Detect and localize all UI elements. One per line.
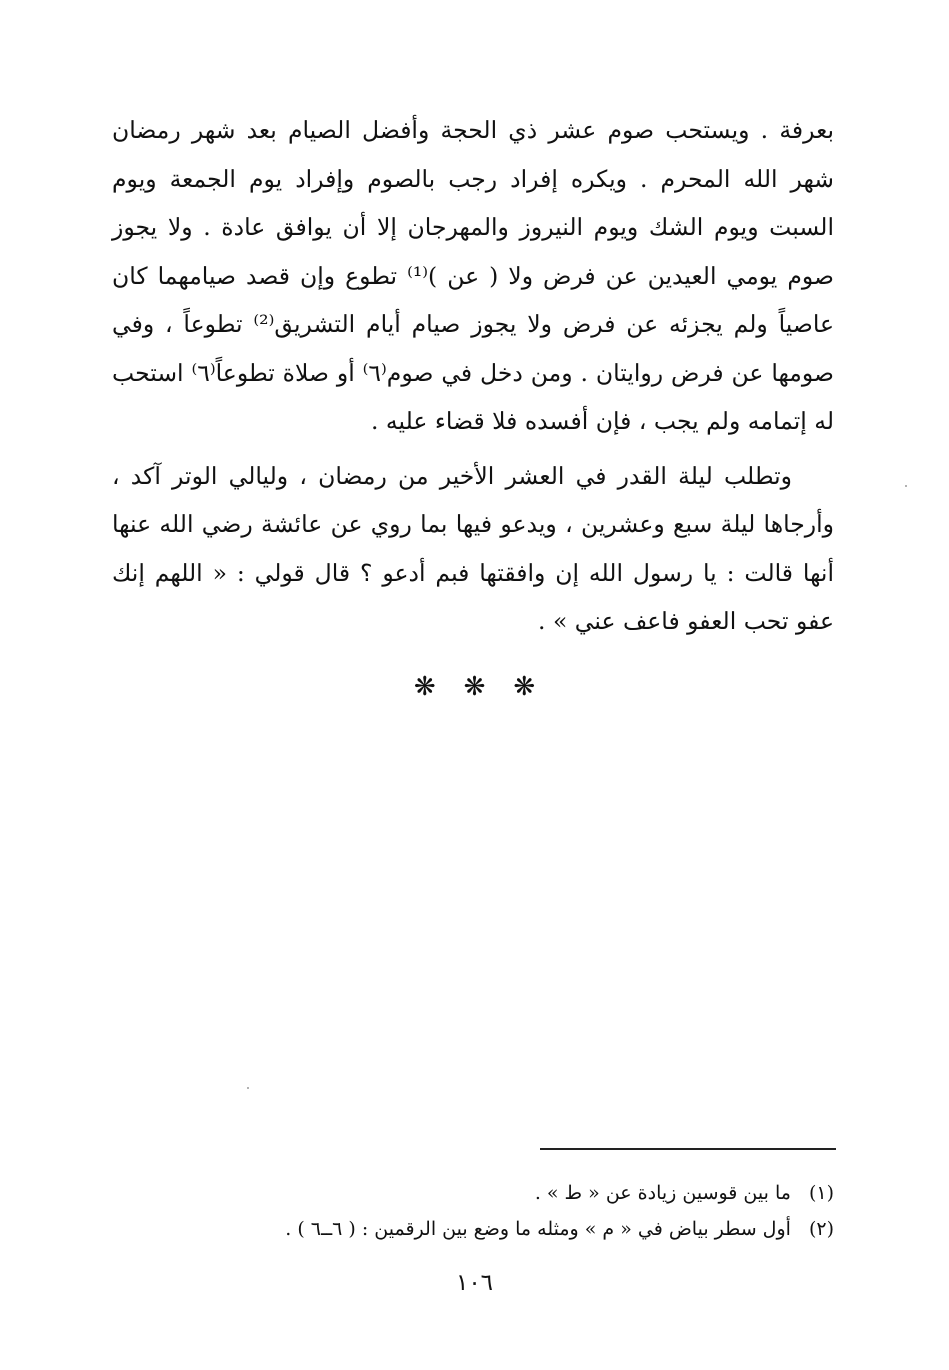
footnote-2 (200, 1211, 834, 1247)
footnote-1 (200, 1175, 834, 1211)
footnote-1-number: (١) (808, 1182, 834, 1204)
main-text-block (112, 106, 834, 646)
scan-speck (905, 485, 907, 487)
scan-speck (247, 1087, 249, 1089)
paragraph-2: وتطلب ليلة القدر في العشر الأخير من رمضان ، وليالي الوتر آكد ، وأرجاها ليلة سبع وعشرين ، ويدعو فيها بما روي عن عائشة رضي الله عنها أنها قالت : يا رسول الله إن وافقتها فبم أدعو ؟ قال قولي : « اللهم إنك عفو تحب العفو فاعف عني » . (112, 461, 834, 635)
footnotes (200, 1175, 834, 1247)
paragraph-1: بعرفة . ويستحب صوم عشر ذي الحجة وأفضل الصيام بعد شهر رمضان شهر الله المحرم . ويكره إفراد رجب بالصوم وإفراد يوم الجمعة ويوم السبت ويوم الشك ويوم النيروز والمهرجان إلا أن يوافق عادة . ولا يجوز صوم يومي العيدين عن فرض ولا ( عن )⁽¹⁾ تطوع وإن قصد صيامهما كان عاصياً ولم يجزئه عن فرض ولا يجوز صيام أيام التشريق⁽²⁾ تطوعاً ، وفي صومها عن فرض روايتان . ومن دخل في صوم⁽٦⁾ أو صلاة تطوعاً⁽٦⁾ استحب له إتمامه ولم يجب ، فإن أفسده فلا قضاء عليه . (112, 116, 834, 435)
page-number: ١٠٦ (455, 1270, 494, 1296)
footnote-2-number: (٢) (808, 1218, 834, 1240)
asterisk-separator: ❋❋❋ (413, 672, 564, 702)
footnote-1-text: ما بين قوسين زيادة عن « ط » . (534, 1182, 791, 1204)
footnote-2-text: أول سطر بياض في « م » ومثله ما وضع بين الرقمين : ( ٦ــ٦ ) . (285, 1218, 791, 1240)
footnote-divider (540, 1148, 836, 1150)
